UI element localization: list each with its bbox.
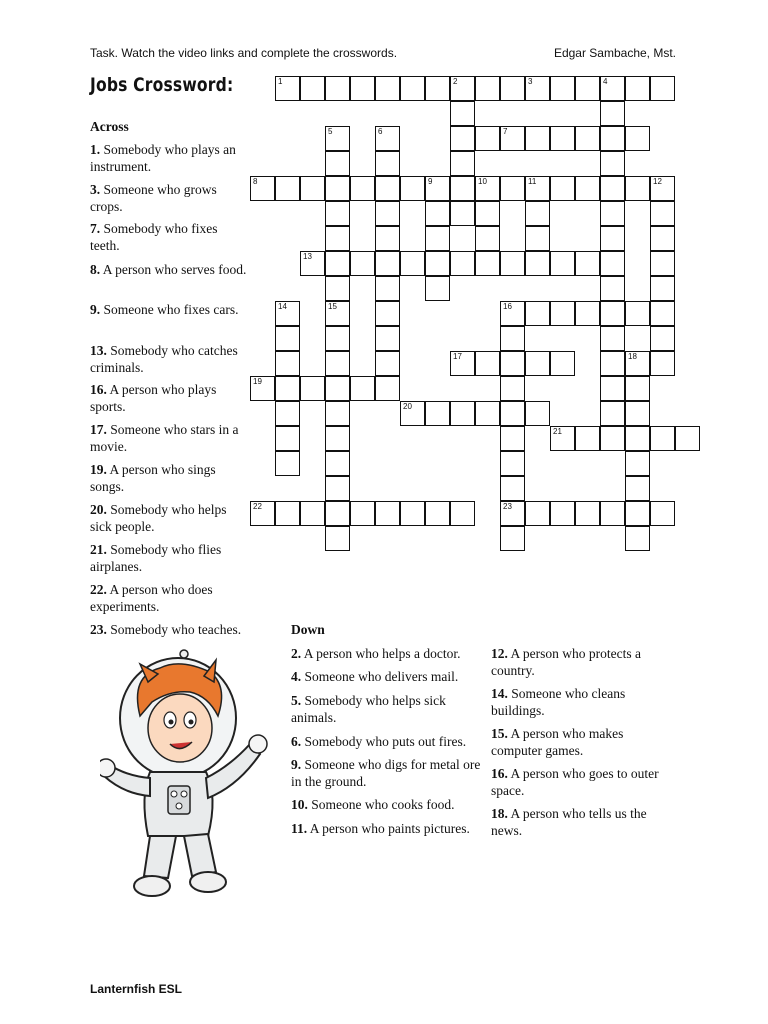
clue-item <box>491 806 671 839</box>
crossword-cell[interactable] <box>275 176 300 201</box>
crossword-cell[interactable] <box>650 251 675 276</box>
clue-item <box>90 582 250 615</box>
crossword-cell[interactable] <box>575 501 600 526</box>
clue-item <box>291 821 491 838</box>
crossword-cell[interactable] <box>650 226 675 251</box>
clue-item <box>90 502 250 535</box>
crossword-cell[interactable] <box>450 151 475 176</box>
crossword-cell[interactable] <box>500 351 525 376</box>
clue-number: 8. <box>90 262 101 277</box>
clue-number-label: 6 <box>378 127 383 136</box>
clue-text: Someone who fixes cars. <box>100 302 239 317</box>
clue-item <box>491 646 671 679</box>
crossword-cell[interactable] <box>650 76 675 101</box>
clue-number: 3. <box>90 182 101 197</box>
crossword-cell[interactable] <box>375 251 400 276</box>
footer-credit: Lanternfish ESL <box>90 982 183 996</box>
clue-number: 14. <box>491 686 508 701</box>
clue-number: 21. <box>90 542 107 557</box>
crossword-cell[interactable] <box>425 251 450 276</box>
crossword-cell[interactable] <box>475 201 500 226</box>
crossword-cell[interactable] <box>525 251 550 276</box>
crossword-cell[interactable] <box>375 76 400 101</box>
clue-number-label: 8 <box>253 177 258 186</box>
crossword-cell[interactable] <box>525 226 550 251</box>
crossword-cell[interactable] <box>275 351 300 376</box>
crossword-cell[interactable] <box>450 101 475 126</box>
crossword-cell[interactable] <box>325 401 350 426</box>
crossword-cell[interactable] <box>475 126 500 151</box>
clue-text: A person who paints pictures. <box>307 821 470 836</box>
crossword-cell[interactable] <box>300 176 325 201</box>
crossword-cell[interactable] <box>325 76 350 101</box>
clue-number-label: 1 <box>278 77 283 86</box>
crossword-cell[interactable] <box>300 501 325 526</box>
clue-number-label: 12 <box>653 177 662 186</box>
crossword-cell[interactable] <box>450 176 475 201</box>
clue-number: 13. <box>90 343 107 358</box>
crossword-cell[interactable] <box>550 251 575 276</box>
crossword-cell[interactable] <box>625 301 650 326</box>
crossword-cell[interactable] <box>275 376 300 401</box>
crossword-cell[interactable] <box>400 76 425 101</box>
clue-item <box>90 302 250 319</box>
crossword-cell[interactable] <box>425 201 450 226</box>
crossword-cell[interactable] <box>350 251 375 276</box>
clue-number: 22. <box>90 582 107 597</box>
clue-number-label: 20 <box>403 402 412 411</box>
crossword-cell[interactable] <box>475 351 500 376</box>
crossword-cell[interactable] <box>500 326 525 351</box>
crossword-cell[interactable] <box>375 151 400 176</box>
crossword-cell[interactable] <box>600 376 625 401</box>
clue-number: 2. <box>291 646 302 661</box>
crossword-cell[interactable] <box>450 401 475 426</box>
crossword-cell[interactable] <box>325 176 350 201</box>
crossword-cell[interactable] <box>550 126 575 151</box>
crossword-cell[interactable] <box>550 501 575 526</box>
clue-text: A person who makes computer games. <box>491 726 624 758</box>
crossword-cell[interactable] <box>650 301 675 326</box>
crossword-cell[interactable] <box>400 251 425 276</box>
clue-number: 15. <box>491 726 508 741</box>
clue-item <box>90 182 250 215</box>
clue-text: Somebody who helps sick people. <box>90 502 227 534</box>
crossword-cell[interactable] <box>600 201 625 226</box>
clue-number-label: 13 <box>303 252 312 261</box>
clue-item <box>90 142 250 175</box>
clue-number: 19. <box>90 462 107 477</box>
crossword-cell[interactable] <box>650 351 675 376</box>
crossword-cell[interactable] <box>275 451 300 476</box>
crossword-cell[interactable] <box>375 201 400 226</box>
crossword-cell[interactable] <box>325 476 350 501</box>
crossword-cell[interactable] <box>525 301 550 326</box>
clue-number-label: 5 <box>328 127 333 136</box>
crossword-cell[interactable] <box>500 476 525 501</box>
clue-number-label: 3 <box>528 77 533 86</box>
crossword-cell[interactable] <box>550 76 575 101</box>
clue-number: 9. <box>90 302 101 317</box>
crossword-cell[interactable] <box>500 401 525 426</box>
crossword-cell[interactable] <box>625 451 650 476</box>
crossword-cell[interactable] <box>325 451 350 476</box>
clue-number-label: 9 <box>428 177 433 186</box>
crossword-cell[interactable] <box>375 176 400 201</box>
clue-number: 6. <box>291 734 302 749</box>
crossword-cell[interactable] <box>600 351 625 376</box>
crossword-cell[interactable] <box>625 176 650 201</box>
crossword-cell[interactable] <box>325 251 350 276</box>
crossword-cell[interactable] <box>375 301 400 326</box>
clue-number-label: 11 <box>528 177 537 186</box>
crossword-cell[interactable] <box>525 351 550 376</box>
crossword-cell[interactable] <box>350 501 375 526</box>
crossword-cell[interactable] <box>575 76 600 101</box>
crossword-cell[interactable] <box>600 301 625 326</box>
clue-number-label: 2 <box>453 77 458 86</box>
crossword-cell[interactable] <box>575 251 600 276</box>
crossword-cell[interactable] <box>300 76 325 101</box>
crossword-cell[interactable] <box>650 326 675 351</box>
clue-item <box>90 221 250 254</box>
clue-text: A person who tells us the news. <box>491 806 647 838</box>
clue-item <box>90 262 250 279</box>
clue-item <box>90 343 250 376</box>
clue-text: A person who goes to outer space. <box>491 766 659 798</box>
clue-text: Somebody who helps sick animals. <box>291 693 446 725</box>
crossword-cell[interactable] <box>600 101 625 126</box>
clue-number: 20. <box>90 502 107 517</box>
crossword-cell[interactable] <box>600 251 625 276</box>
crossword-cell[interactable] <box>475 76 500 101</box>
crossword-cell[interactable] <box>675 426 700 451</box>
crossword-cell[interactable] <box>650 201 675 226</box>
crossword-cell[interactable] <box>350 76 375 101</box>
clue-number: 18. <box>491 806 508 821</box>
clue-item <box>90 622 250 639</box>
clue-number-label: 17 <box>453 352 462 361</box>
crossword-cell[interactable] <box>425 226 450 251</box>
crossword-cell[interactable] <box>425 276 450 301</box>
crossword-cell[interactable] <box>350 176 375 201</box>
astronaut-illustration <box>100 646 270 906</box>
crossword-cell[interactable] <box>600 501 625 526</box>
clue-number-label: 19 <box>253 377 262 386</box>
crossword-cell[interactable] <box>600 276 625 301</box>
crossword-cell[interactable] <box>625 476 650 501</box>
crossword-cell[interactable] <box>625 526 650 551</box>
crossword-cell[interactable] <box>450 201 475 226</box>
task-instruction: Task. Watch the video links and complete the crosswords. <box>90 46 398 60</box>
crossword-cell[interactable] <box>325 326 350 351</box>
crossword-cell[interactable] <box>325 226 350 251</box>
clue-item <box>90 382 250 415</box>
clue-number-label: 18 <box>628 352 637 361</box>
crossword-cell[interactable] <box>400 501 425 526</box>
clue-number: 9. <box>291 757 302 772</box>
crossword-cell[interactable] <box>425 501 450 526</box>
crossword-cell[interactable] <box>450 126 475 151</box>
clue-number-label: 23 <box>503 502 512 511</box>
crossword-cell[interactable] <box>275 401 300 426</box>
crossword-cell[interactable] <box>375 276 400 301</box>
crossword-cell[interactable] <box>375 326 400 351</box>
clue-number: 11. <box>291 821 308 836</box>
crossword-cell[interactable] <box>625 126 650 151</box>
crossword-cell[interactable] <box>575 426 600 451</box>
crossword-cell[interactable] <box>625 501 650 526</box>
crossword-cell[interactable] <box>325 351 350 376</box>
crossword-cell[interactable] <box>650 426 675 451</box>
crossword-cell[interactable] <box>650 501 675 526</box>
crossword-cell[interactable] <box>375 351 400 376</box>
clue-text: A person who helps a doctor. <box>301 646 461 661</box>
crossword-cell[interactable] <box>500 176 525 201</box>
clue-text: A person who sings songs. <box>90 462 216 494</box>
clue-number: 23. <box>90 622 107 637</box>
clue-text: A person who serves food. <box>100 262 247 277</box>
crossword-cell[interactable] <box>550 301 575 326</box>
clue-item <box>90 462 250 495</box>
clue-item <box>491 766 671 799</box>
crossword-cell[interactable] <box>600 326 625 351</box>
clue-number-label: 21 <box>553 427 562 436</box>
clue-item <box>291 669 491 686</box>
clue-text: Somebody who flies airplanes. <box>90 542 222 574</box>
clue-item <box>491 686 671 719</box>
crossword-cell[interactable] <box>275 326 300 351</box>
clue-text: Somebody who puts out fires. <box>301 734 467 749</box>
crossword-cell[interactable] <box>425 401 450 426</box>
clue-text: Someone who cleans buildings. <box>491 686 626 718</box>
crossword-cell[interactable] <box>450 501 475 526</box>
clue-number-label: 15 <box>328 302 337 311</box>
clue-number: 17. <box>90 422 107 437</box>
clue-text: Somebody who plays an instrument. <box>90 142 236 174</box>
crossword-cell[interactable] <box>550 176 575 201</box>
crossword-cell[interactable] <box>525 401 550 426</box>
clue-number: 16. <box>90 382 107 397</box>
clue-number: 12. <box>491 646 508 661</box>
crossword-cell[interactable] <box>475 401 500 426</box>
crossword-cell[interactable] <box>525 201 550 226</box>
crossword-cell[interactable] <box>325 376 350 401</box>
clue-item <box>291 646 491 663</box>
crossword-cell[interactable] <box>600 126 625 151</box>
crossword-cell[interactable] <box>400 176 425 201</box>
crossword-cell[interactable] <box>575 176 600 201</box>
crossword-cell[interactable] <box>325 276 350 301</box>
crossword-cell[interactable] <box>500 376 525 401</box>
clue-number: 10. <box>291 797 308 812</box>
clue-text: Somebody who fixes teeth. <box>90 221 218 253</box>
crossword-cell[interactable] <box>525 126 550 151</box>
crossword-cell[interactable] <box>600 226 625 251</box>
clue-item <box>291 693 491 726</box>
clue-number: 7. <box>90 221 101 236</box>
page-title: Jobs Crossword: <box>90 74 234 96</box>
clue-item <box>291 797 491 814</box>
clue-text: Someone who delivers mail. <box>301 669 459 684</box>
crossword-cell[interactable] <box>325 151 350 176</box>
clue-item <box>491 726 671 759</box>
crossword-cell[interactable] <box>375 501 400 526</box>
down-heading: Down <box>291 622 325 637</box>
clue-text: A person who plays sports. <box>90 382 217 414</box>
crossword-cell[interactable] <box>625 376 650 401</box>
crossword-cell[interactable] <box>300 376 325 401</box>
crossword-cell[interactable] <box>625 401 650 426</box>
crossword-cell[interactable] <box>350 376 375 401</box>
clue-text: Someone who stars in a movie. <box>90 422 239 454</box>
crossword-cell[interactable] <box>625 76 650 101</box>
crossword-cell[interactable] <box>550 351 575 376</box>
clue-number: 16. <box>491 766 508 781</box>
clue-item <box>90 422 250 455</box>
crossword-cell[interactable] <box>425 76 450 101</box>
crossword-cell[interactable] <box>600 426 625 451</box>
crossword-cell[interactable] <box>275 501 300 526</box>
clue-number-label: 4 <box>603 77 608 86</box>
clue-number: 5. <box>291 693 302 708</box>
clue-number: 1. <box>90 142 101 157</box>
clue-text: Someone who digs for metal ore in the ground. <box>291 757 481 789</box>
clue-text: A person who does experiments. <box>90 582 213 614</box>
crossword-cell[interactable] <box>325 426 350 451</box>
crossword-cell[interactable] <box>375 226 400 251</box>
crossword-cell[interactable] <box>500 451 525 476</box>
crossword-cell[interactable] <box>325 201 350 226</box>
clue-number-label: 22 <box>253 502 262 511</box>
crossword-cell[interactable] <box>500 426 525 451</box>
crossword-cell[interactable] <box>475 226 500 251</box>
crossword-cell[interactable] <box>500 76 525 101</box>
crossword-cell[interactable] <box>575 301 600 326</box>
crossword-cell[interactable] <box>325 526 350 551</box>
crossword-cell[interactable] <box>600 151 625 176</box>
crossword-cell[interactable] <box>600 176 625 201</box>
across-heading: Across <box>90 119 129 134</box>
clue-number: 4. <box>291 669 302 684</box>
crossword-cell[interactable] <box>450 251 475 276</box>
clue-item <box>291 734 491 751</box>
clue-number-label: 16 <box>503 302 512 311</box>
crossword-cell[interactable] <box>625 426 650 451</box>
clue-number-label: 10 <box>478 177 487 186</box>
crossword-cell[interactable] <box>275 426 300 451</box>
crossword-cell[interactable] <box>325 501 350 526</box>
crossword-cell[interactable] <box>500 526 525 551</box>
crossword-cell[interactable] <box>475 251 500 276</box>
clue-text: A person who protects a country. <box>491 646 641 678</box>
clue-item <box>291 757 491 790</box>
crossword-cell[interactable] <box>600 401 625 426</box>
crossword-cell[interactable] <box>500 251 525 276</box>
clue-text: Somebody who catches criminals. <box>90 343 238 375</box>
crossword-cell[interactable] <box>525 501 550 526</box>
crossword-cell[interactable] <box>575 126 600 151</box>
clue-text: Someone who grows crops. <box>90 182 217 214</box>
clue-text: Someone who cooks food. <box>307 797 455 812</box>
clue-number-label: 7 <box>503 127 508 136</box>
clue-number-label: 14 <box>278 302 287 311</box>
crossword-cell[interactable] <box>375 376 400 401</box>
clue-text: Somebody who teaches. <box>106 622 242 637</box>
clue-item <box>90 542 250 575</box>
author-name: Edgar Sambache, Mst. <box>553 46 676 60</box>
crossword-cell[interactable] <box>650 276 675 301</box>
